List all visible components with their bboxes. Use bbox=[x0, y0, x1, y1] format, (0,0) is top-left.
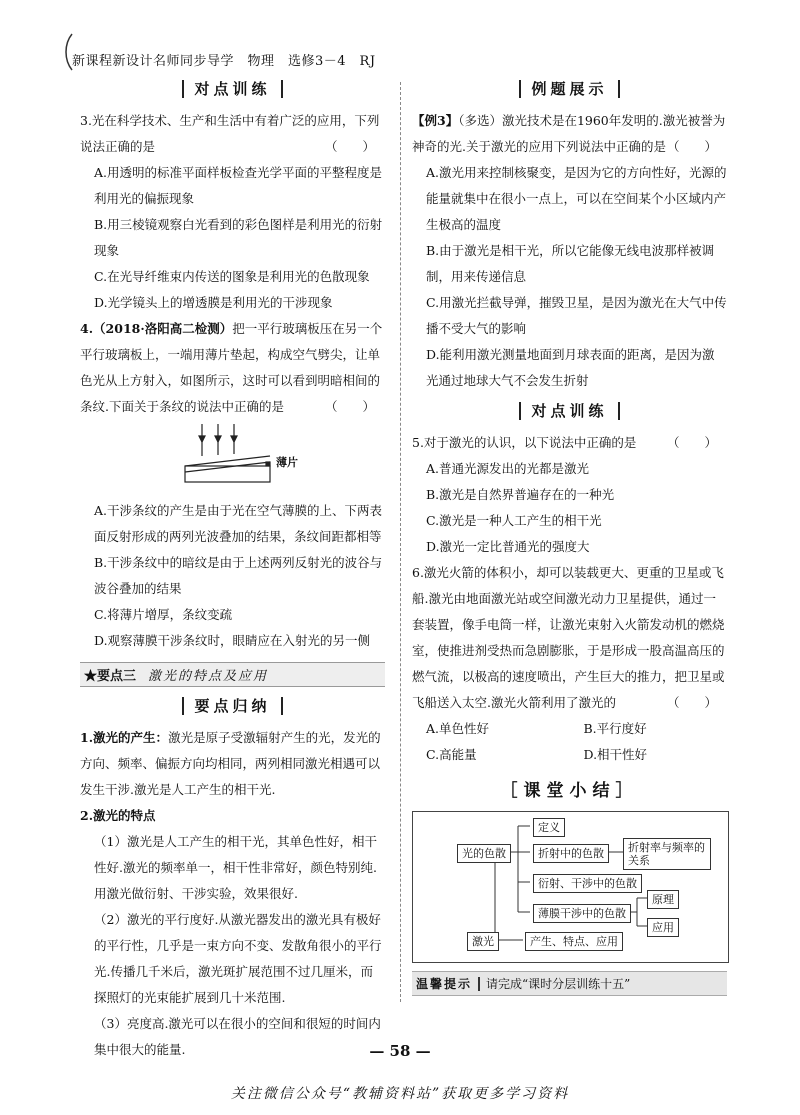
page-number: — 58 — bbox=[369, 1042, 431, 1060]
node-laser-detail: 产生、特点、应用 bbox=[525, 932, 623, 951]
wedge-figure bbox=[80, 422, 385, 494]
column-divider bbox=[400, 82, 401, 1002]
example-3-option-c: C.用激光拦截导弹，摧毁卫星，是因为激光在大气中传播不受大气的影响 bbox=[426, 295, 727, 336]
point-2-item-3: （3）亮度高.激光可以在很小的空间和很短的时间内集中很大的能量. bbox=[94, 1016, 381, 1057]
page-header: 新课程新设计名师同步导学 物理 选修3－4 RJ bbox=[72, 54, 376, 69]
q6-option-d: D.相干性好 bbox=[583, 747, 648, 762]
q6-option-a: A.单色性好 bbox=[426, 721, 490, 736]
air-wedge-diagram bbox=[80, 422, 385, 494]
q3-option-b: B.用三棱镜观察白光看到的彩色图样是利用光的衍射现象 bbox=[94, 217, 383, 258]
node-thin-film: 薄膜干涉中的色散 bbox=[533, 904, 631, 923]
node-diffraction: 衍射、干涉中的色散 bbox=[533, 874, 642, 893]
q5-option-d: D.激光一定比普通光的强度大 bbox=[426, 539, 590, 554]
class-summary-title: ［课堂小结］ bbox=[500, 781, 639, 801]
section-title-examples: 例题展示 bbox=[412, 80, 727, 98]
q4-option-a: A.干涉条纹的产生是由于光在空气薄膜的上、下两表面反射形成的两列光波叠加的结果，条纹间距都相等 bbox=[94, 503, 383, 544]
q4-option-c: C.将薄片增厚，条纹变疏 bbox=[94, 607, 233, 622]
q4-stem: 4.（2018·洛阳高二检测）把一平行玻璃板压在另一个平行玻璃板上，一端用薄片垫起，构成空气劈尖，让单色光从上方射入，如图所示，这时可以看到明暗相间的条纹.下面关于条纹的说法中正确的是 （ ） bbox=[80, 321, 383, 414]
section-title-summary: 要点归纳 bbox=[80, 697, 385, 715]
summary-mindmap bbox=[412, 811, 729, 963]
point-2-label: 2.激光的特点 bbox=[80, 808, 156, 823]
node-refraction: 折射中的色散 bbox=[533, 844, 609, 863]
reminder-tip: 温馨提示 请完成“课时分层训练十五” bbox=[412, 971, 727, 996]
example-3-stem: 【例3】（多选）激光技术是在1960年发明的.激光被誉为神奇的光.关于激光的应用下列说法中正确的是 （ ） bbox=[412, 113, 726, 154]
q6-option-c: C.高能量 bbox=[426, 747, 477, 762]
q3-stem: 3.光在科学技术、生产和生活中有着广泛的应用，下列说法正确的是 （ ） bbox=[80, 113, 380, 154]
q6-stem: 6.激光火箭的体积小，却可以装载更大、更重的卫星或飞船.激光由地面激光站或空间激光动力卫星提供，通过一套装置，像手电筒一样，让激光束射入火箭发动机的燃烧室，使推进剂受热而急剧膨胀，于是形成一股高温高压的燃气流，以极高的速度喷出，产生巨大的推力，把卫星或飞船送入太空.激光火箭利用了激光的 （ ） bbox=[412, 565, 725, 710]
example-3-option-d: D.能利用激光测量地面到月球表面的距离，是因为激光通过地球大气不会发生折射 bbox=[426, 347, 715, 388]
shim-label: 薄片 bbox=[276, 456, 298, 469]
section-title-practice-2: 对点训练 bbox=[412, 402, 727, 420]
example-3-option-b: B.由于激光是相干光，所以它能像无线电波那样被调制，用来传递信息 bbox=[426, 243, 715, 284]
section-title-practice: 对点训练 bbox=[80, 80, 385, 98]
node-dispersion: 光的色散 bbox=[457, 844, 511, 863]
keypoint-bar: ★要点三 激光的特点及应用 bbox=[80, 662, 385, 687]
left-column bbox=[80, 80, 385, 1063]
q5-stem: 5.对于激光的认识，以下说法中正确的是 （ ） bbox=[412, 435, 717, 450]
point-1: 1.激光的产生：激光是原子受激辐射产生的光，发光的方向、频率、偏振方向均相同，两列相同激光相遇可以发生干涉.激光是人工产生的相干光. bbox=[80, 730, 381, 797]
point-2-item-1: （1）激光是人工产生的相干光，其单色性好，相干性好.激光的频率单一，相干性非常好，颜色特别纯.用激光做衍射、干涉实验，效果很好. bbox=[94, 834, 377, 901]
q5-option-b: B.激光是自然界普遍存在的一种光 bbox=[426, 487, 615, 502]
node-definition: 定义 bbox=[533, 818, 565, 837]
q3-option-d: D.光学镜头上的增透膜是利用光的干涉现象 bbox=[94, 295, 333, 310]
q3-option-a: A.用透明的标准平面样板检查光学平面的平整程度是利用光的偏振现象 bbox=[94, 165, 383, 206]
footer-note: 关注微信公众号“教辅资料站”获取更多学习资料 bbox=[230, 1086, 570, 1102]
node-laser: 激光 bbox=[467, 932, 499, 951]
q4-option-d: D.观察薄膜干涉条纹时，眼睛应在入射光的另一侧 bbox=[94, 633, 371, 648]
node-refraction-note: 折射率与频率的关系 bbox=[623, 838, 711, 870]
right-column bbox=[412, 80, 727, 996]
q6-options-row-1 bbox=[412, 716, 727, 742]
point-2-item-2: （2）激光的平行度好.从激光器发出的激光具有极好的平行性，几乎是一束方向不变、发散角很小的平行光.传播几千米后，激光斑扩展范围不过几厘米，而探照灯的光束能扩展到几十米范围. bbox=[94, 912, 382, 1005]
node-application: 应用 bbox=[647, 918, 679, 937]
example-3-option-a: A.激光用来控制核聚变，是因为它的方向性好，光源的能量就集中在很小一点上，可以在空间某个小区域内产生极高的温度 bbox=[426, 165, 727, 232]
q6-options-row-2 bbox=[412, 742, 727, 768]
q5-option-c: C.激光是一种人工产生的相干光 bbox=[426, 513, 602, 528]
node-principle: 原理 bbox=[647, 890, 679, 909]
q4-option-b: B.干涉条纹中的暗纹是由于上述两列反射光的波谷与波谷叠加的结果 bbox=[94, 555, 383, 596]
q3-option-c: C.在光导纤维束内传送的图象是利用光的色散现象 bbox=[94, 269, 370, 284]
q6-option-b: B.平行度好 bbox=[583, 721, 647, 736]
q5-option-a: A.普通光源发出的光都是激光 bbox=[426, 461, 590, 476]
